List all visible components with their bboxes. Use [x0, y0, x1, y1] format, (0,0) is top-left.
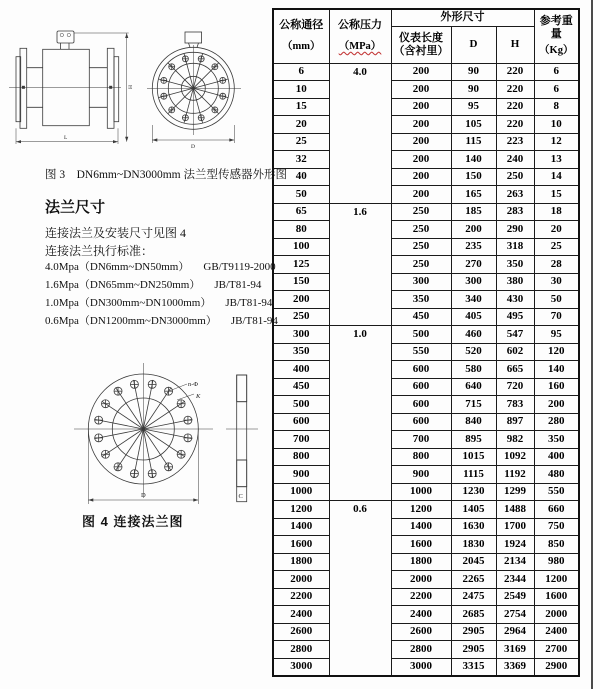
cell-h: 223 — [496, 133, 534, 151]
cell-weight: 12 — [534, 133, 579, 151]
cell-weight: 6 — [534, 63, 579, 81]
cell-h: 3369 — [496, 658, 534, 676]
standard-spec: 1.0Mpa（DN300mm~DN1000mm） — [45, 297, 212, 309]
table-row — [273, 326, 579, 344]
cell-nominal-diameter: 450 — [273, 378, 329, 396]
cell-weight: 160 — [534, 378, 579, 396]
table-row — [273, 151, 579, 169]
cell-nominal-diameter: 10 — [273, 81, 329, 99]
cell-weight: 70 — [534, 308, 579, 326]
cell-weight: 2400 — [534, 623, 579, 641]
cell-meter-length: 1200 — [391, 501, 451, 519]
cell-meter-length: 500 — [391, 326, 451, 344]
cell-meter-length: 300 — [391, 273, 451, 291]
cell-meter-length: 450 — [391, 308, 451, 326]
bolt-circle-diameter-label: K — [196, 393, 201, 400]
cell-d: 2905 — [451, 641, 496, 659]
cell-h: 602 — [496, 343, 534, 361]
cell-meter-length: 250 — [391, 238, 451, 256]
cell-meter-length: 2600 — [391, 623, 451, 641]
figure4-caption: 图 4 连接法兰图 — [82, 514, 184, 529]
cell-nominal-diameter: 500 — [273, 396, 329, 414]
cell-nominal-diameter: 400 — [273, 361, 329, 379]
cell-meter-length: 250 — [391, 203, 451, 221]
cell-meter-length: 700 — [391, 431, 451, 449]
cell-d: 105 — [451, 116, 496, 134]
figure3-caption: 图 3 DN6mm~DN3000mm 法兰型传感器外形图 — [45, 169, 287, 181]
cell-nominal-diameter: 800 — [273, 448, 329, 466]
cell-nominal-diameter: 80 — [273, 221, 329, 239]
cell-weight: 280 — [534, 413, 579, 431]
flange-section-heading: 法兰尺寸 — [45, 199, 106, 216]
table-row — [273, 448, 579, 466]
cell-nominal-diameter: 125 — [273, 256, 329, 274]
cell-h: 3169 — [496, 641, 534, 659]
connection-flange-figure — [58, 338, 270, 508]
cell-h: 220 — [496, 81, 534, 99]
flange-note-line2: 连接法兰执行标准： — [45, 244, 154, 258]
converter-box — [185, 32, 202, 43]
cell-h: 783 — [496, 396, 534, 414]
cell-meter-length: 250 — [391, 256, 451, 274]
cell-meter-length: 200 — [391, 98, 451, 116]
table-row — [273, 466, 579, 484]
standard-spec: 4.0Mpa（DN6mm~DN50mm） — [45, 261, 190, 273]
cell-meter-length: 200 — [391, 186, 451, 204]
cell-h: 2344 — [496, 571, 534, 589]
flange-section-view — [237, 375, 247, 502]
table-row — [273, 571, 579, 589]
cell-weight: 2900 — [534, 658, 579, 676]
cell-d: 165 — [451, 186, 496, 204]
table-row — [273, 431, 579, 449]
cell-nominal-diameter: 1400 — [273, 518, 329, 536]
cell-h: 220 — [496, 98, 534, 116]
table-row — [273, 378, 579, 396]
cell-h: 2134 — [496, 553, 534, 571]
cell-weight: 850 — [534, 536, 579, 554]
cell-nominal-diameter: 1800 — [273, 553, 329, 571]
cell-weight: 350 — [534, 431, 579, 449]
cell-weight: 13 — [534, 151, 579, 169]
cell-nominal-diameter: 150 — [273, 273, 329, 291]
cell-h: 897 — [496, 413, 534, 431]
cell-d: 3315 — [451, 658, 496, 676]
table-row — [273, 361, 579, 379]
standard-line — [45, 294, 272, 310]
cell-nominal-diameter: 40 — [273, 168, 329, 186]
cell-meter-length: 1000 — [391, 483, 451, 501]
standard-line — [45, 312, 278, 328]
cell-d: 235 — [451, 238, 496, 256]
table-row — [273, 396, 579, 414]
cell-h: 982 — [496, 431, 534, 449]
cell-meter-length: 600 — [391, 378, 451, 396]
table-row — [273, 658, 579, 676]
cell-h: 283 — [496, 203, 534, 221]
cell-d: 95 — [451, 98, 496, 116]
table-row — [273, 501, 579, 519]
cell-h: 220 — [496, 63, 534, 81]
table-row — [273, 203, 579, 221]
table-row — [273, 256, 579, 274]
table-row — [273, 291, 579, 309]
cell-weight: 14 — [534, 168, 579, 186]
cell-nominal-diameter: 100 — [273, 238, 329, 256]
table-row — [273, 186, 579, 204]
cell-nominal-diameter: 1600 — [273, 536, 329, 554]
cell-h: 665 — [496, 361, 534, 379]
cell-weight: 400 — [534, 448, 579, 466]
cell-d: 2475 — [451, 588, 496, 606]
standard-code: JB/T81-94 — [214, 279, 262, 291]
cell-weight: 1600 — [534, 588, 579, 606]
header-d: D — [451, 26, 496, 63]
cell-meter-length: 600 — [391, 413, 451, 431]
cell-h: 290 — [496, 221, 534, 239]
table-row — [273, 606, 579, 624]
table-row — [273, 273, 579, 291]
cell-d: 2905 — [451, 623, 496, 641]
cell-d: 90 — [451, 63, 496, 81]
cell-nominal-pressure: 4.0 — [329, 63, 391, 203]
cell-d: 2045 — [451, 553, 496, 571]
cell-meter-length: 900 — [391, 466, 451, 484]
cell-d: 1630 — [451, 518, 496, 536]
table-row — [273, 553, 579, 571]
table-row — [273, 308, 579, 326]
cell-h: 240 — [496, 151, 534, 169]
cell-nominal-diameter: 6 — [273, 63, 329, 81]
cell-d: 140 — [451, 151, 496, 169]
d-dimension-label: D — [141, 492, 146, 499]
cell-d: 1230 — [451, 483, 496, 501]
cell-nominal-diameter: 2600 — [273, 623, 329, 641]
cell-d: 840 — [451, 413, 496, 431]
cell-d: 185 — [451, 203, 496, 221]
cell-weight: 50 — [534, 291, 579, 309]
thickness-label: C — [238, 493, 243, 500]
cell-weight: 8 — [534, 98, 579, 116]
cell-d: 270 — [451, 256, 496, 274]
table-row — [273, 81, 579, 99]
cell-meter-length: 2400 — [391, 606, 451, 624]
cell-d: 340 — [451, 291, 496, 309]
cell-h: 2549 — [496, 588, 534, 606]
cell-meter-length: 250 — [391, 221, 451, 239]
cell-weight: 95 — [534, 326, 579, 344]
cell-meter-length: 600 — [391, 361, 451, 379]
cell-nominal-diameter: 900 — [273, 466, 329, 484]
cell-weight: 18 — [534, 203, 579, 221]
cell-d: 115 — [451, 133, 496, 151]
cell-nominal-diameter: 32 — [273, 151, 329, 169]
cell-nominal-diameter: 15 — [273, 98, 329, 116]
cell-weight: 30 — [534, 273, 579, 291]
cell-h: 263 — [496, 186, 534, 204]
cell-meter-length: 800 — [391, 448, 451, 466]
sensor-front-view-figure — [145, 25, 263, 151]
h-dimension-label: H — [128, 85, 134, 89]
sensor-side-view-figure — [8, 25, 144, 147]
cell-d: 1015 — [451, 448, 496, 466]
cell-nominal-diameter: 2400 — [273, 606, 329, 624]
cell-weight: 15 — [534, 186, 579, 204]
cell-nominal-diameter: 600 — [273, 413, 329, 431]
cell-h: 547 — [496, 326, 534, 344]
cell-h: 1700 — [496, 518, 534, 536]
cell-d: 640 — [451, 378, 496, 396]
standard-line — [45, 276, 261, 292]
table-row — [273, 133, 579, 151]
cell-meter-length: 3000 — [391, 658, 451, 676]
cell-meter-length: 2200 — [391, 588, 451, 606]
cell-h: 2964 — [496, 623, 534, 641]
cell-weight: 1200 — [534, 571, 579, 589]
l-dimension-label: L — [64, 135, 68, 141]
cell-h: 2754 — [496, 606, 534, 624]
header-reference-weight: 参考重量 （Kg） — [534, 9, 579, 63]
cell-d: 1830 — [451, 536, 496, 554]
cell-h: 720 — [496, 378, 534, 396]
cell-nominal-diameter: 3000 — [273, 658, 329, 676]
cell-h: 350 — [496, 256, 534, 274]
table-row — [273, 238, 579, 256]
header-h: H — [496, 26, 534, 63]
cell-h: 1192 — [496, 466, 534, 484]
standard-spec: 0.6Mpa（DN1200mm~DN3000mm） — [45, 315, 217, 327]
cell-nominal-diameter: 350 — [273, 343, 329, 361]
cell-nominal-diameter: 2200 — [273, 588, 329, 606]
cell-d: 2685 — [451, 606, 496, 624]
table-row — [273, 588, 579, 606]
table-row — [273, 63, 579, 81]
cell-d: 200 — [451, 221, 496, 239]
cell-weight: 20 — [534, 221, 579, 239]
cell-weight: 120 — [534, 343, 579, 361]
cell-d: 150 — [451, 168, 496, 186]
cell-h: 250 — [496, 168, 534, 186]
table-row — [273, 168, 579, 186]
cell-nominal-diameter: 300 — [273, 326, 329, 344]
cell-nominal-pressure: 1.0 — [329, 326, 391, 501]
standard-code: JB/T81-94 — [230, 315, 278, 327]
cell-h: 1488 — [496, 501, 534, 519]
table-row — [273, 116, 579, 134]
cell-h: 220 — [496, 116, 534, 134]
cell-meter-length: 1600 — [391, 536, 451, 554]
cell-d: 405 — [451, 308, 496, 326]
cell-nominal-diameter: 20 — [273, 116, 329, 134]
terminal-box — [57, 31, 74, 43]
cell-nominal-diameter: 2000 — [273, 571, 329, 589]
cell-meter-length: 2800 — [391, 641, 451, 659]
cell-nominal-diameter: 50 — [273, 186, 329, 204]
cell-nominal-diameter: 250 — [273, 308, 329, 326]
cell-weight: 980 — [534, 553, 579, 571]
cell-meter-length: 600 — [391, 396, 451, 414]
table-row — [273, 413, 579, 431]
table-row — [273, 98, 579, 116]
cell-meter-length: 200 — [391, 133, 451, 151]
dimension-table-body — [273, 63, 579, 676]
cell-h: 1092 — [496, 448, 534, 466]
cell-h: 318 — [496, 238, 534, 256]
header-outline-dimensions: 外形尺寸 — [391, 9, 534, 26]
cell-d: 460 — [451, 326, 496, 344]
table-row — [273, 483, 579, 501]
cell-h: 495 — [496, 308, 534, 326]
cell-weight: 10 — [534, 116, 579, 134]
cell-nominal-diameter: 200 — [273, 291, 329, 309]
bolt-count-label: n-Φ — [188, 381, 199, 388]
cell-meter-length: 1800 — [391, 553, 451, 571]
dimension-table — [272, 8, 580, 677]
cell-h: 430 — [496, 291, 534, 309]
cell-d: 1115 — [451, 466, 496, 484]
standard-line — [45, 258, 276, 274]
cell-h: 1299 — [496, 483, 534, 501]
cell-meter-length: 200 — [391, 81, 451, 99]
table-row — [273, 518, 579, 536]
cell-d: 1405 — [451, 501, 496, 519]
cell-nominal-diameter: 1000 — [273, 483, 329, 501]
cell-weight: 28 — [534, 256, 579, 274]
cell-meter-length: 200 — [391, 168, 451, 186]
cell-nominal-diameter: 1200 — [273, 501, 329, 519]
cell-meter-length: 200 — [391, 63, 451, 81]
table-row — [273, 343, 579, 361]
cell-nominal-pressure: 1.6 — [329, 203, 391, 326]
cell-h: 380 — [496, 273, 534, 291]
cell-nominal-diameter: 25 — [273, 133, 329, 151]
page-border-line — [591, 0, 593, 689]
cell-weight: 140 — [534, 361, 579, 379]
standard-code: GB/T9119-2000 — [203, 261, 276, 273]
cell-weight: 550 — [534, 483, 579, 501]
cell-meter-length: 550 — [391, 343, 451, 361]
cell-nominal-diameter: 65 — [273, 203, 329, 221]
cell-h: 1924 — [496, 536, 534, 554]
cell-weight: 750 — [534, 518, 579, 536]
cell-d: 90 — [451, 81, 496, 99]
table-row — [273, 221, 579, 239]
cell-d: 895 — [451, 431, 496, 449]
cell-meter-length: 2000 — [391, 571, 451, 589]
cell-meter-length: 200 — [391, 151, 451, 169]
header-nominal-pressure: 公称压力 （MPa） — [329, 9, 391, 63]
header-meter-length: 仪表长度 （含衬里） — [391, 26, 451, 63]
cell-d: 2265 — [451, 571, 496, 589]
cell-nominal-diameter: 700 — [273, 431, 329, 449]
cell-weight: 25 — [534, 238, 579, 256]
cell-nominal-diameter: 2800 — [273, 641, 329, 659]
header-nominal-diameter: 公称通径 （mm） — [273, 9, 329, 63]
cell-weight: 2700 — [534, 641, 579, 659]
table-header — [273, 9, 579, 63]
cell-weight: 480 — [534, 466, 579, 484]
d-dimension-label: D — [191, 144, 195, 150]
table-row — [273, 623, 579, 641]
cell-weight: 6 — [534, 81, 579, 99]
standard-spec: 1.6Mpa（DN65mm~DN250mm） — [45, 279, 201, 291]
cell-weight: 660 — [534, 501, 579, 519]
table-row — [273, 641, 579, 659]
standard-code: JB/T81-94 — [225, 297, 273, 309]
cell-d: 520 — [451, 343, 496, 361]
cell-nominal-pressure: 0.6 — [329, 501, 391, 677]
cell-meter-length: 200 — [391, 116, 451, 134]
cell-d: 300 — [451, 273, 496, 291]
cell-weight: 2000 — [534, 606, 579, 624]
cell-d: 580 — [451, 361, 496, 379]
flange-note-line1: 连接法兰及安装尺寸见图 4 — [45, 226, 187, 240]
cell-d: 715 — [451, 396, 496, 414]
cell-meter-length: 1400 — [391, 518, 451, 536]
cell-weight: 200 — [534, 396, 579, 414]
cell-meter-length: 350 — [391, 291, 451, 309]
table-row — [273, 536, 579, 554]
